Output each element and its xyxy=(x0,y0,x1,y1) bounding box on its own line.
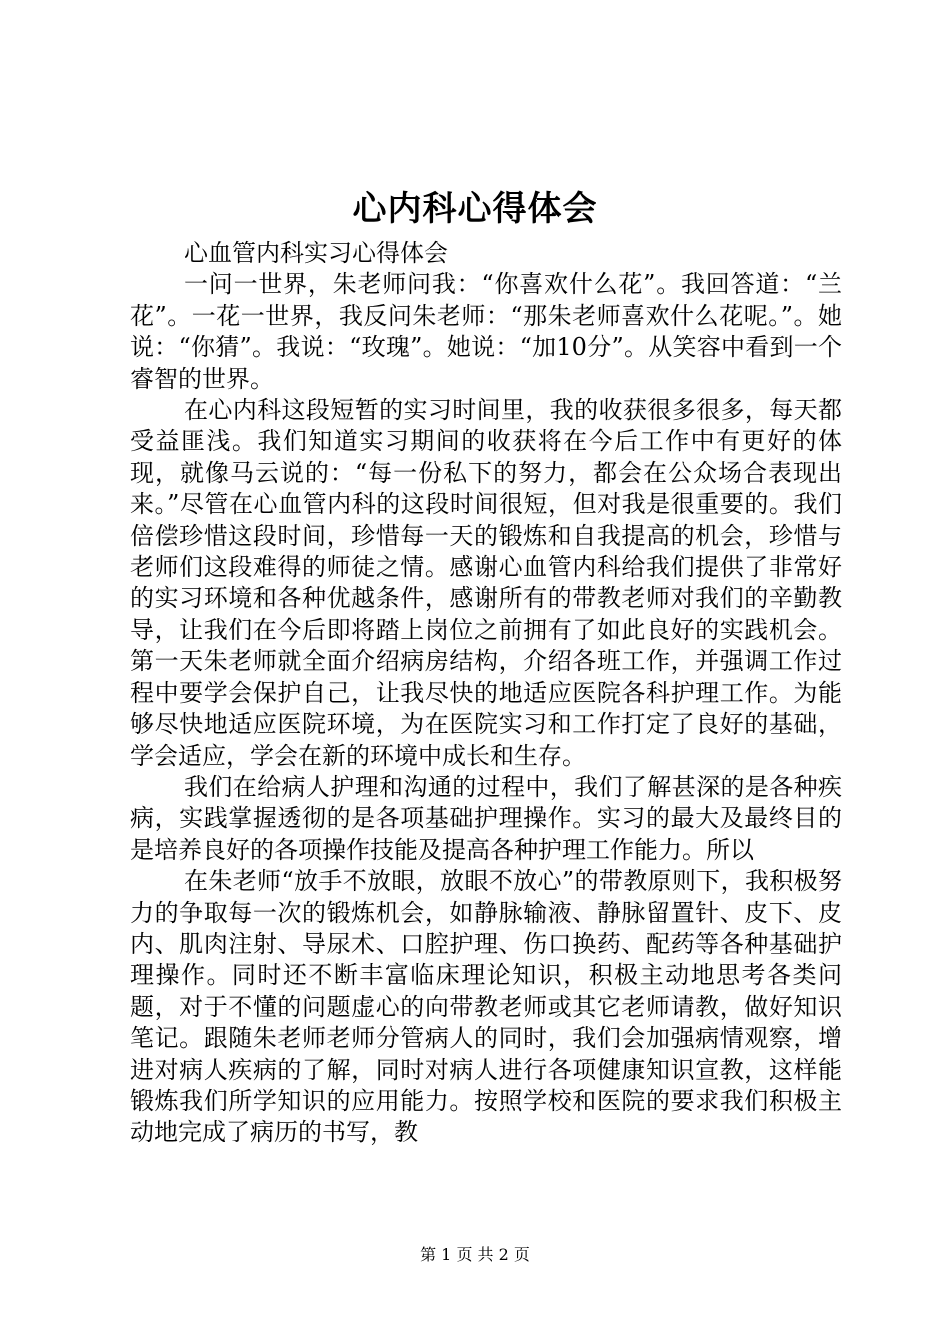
paragraph-3: 我们在给病人护理和沟通的过程中，我们了解甚深的是各种疾病，实践掌握透彻的是各项基础护理操作。实习的最大及最终目的是培养良好的各项操作技能及提高各种护理工作能力。所以 xyxy=(130,772,842,864)
paragraph-subtitle: 心血管内科实习心得体会 xyxy=(184,239,448,267)
document-title: 心内科心得体会 xyxy=(352,189,598,229)
document-body xyxy=(130,238,842,1149)
paragraph-1: 一问一世界，朱老师问我：“你喜欢什么花”。我回答道：“兰花”。一花一世界，我反问朱老师：“那朱老师喜欢什么花呢。”。她说：“你猜”。我说：“玫瑰”。她说：“加10分”。从笑容中看到一个睿智的世界。 xyxy=(130,270,842,393)
page-footer: 第 1 页 共 2 页 xyxy=(420,1245,530,1264)
paragraph-2: 在心内科这段短暂的实习时间里，我的收获很多很多，每天都受益匪浅。我们知道实习期间的收获将在今后工作中有更好的体现，就像马云说的：“每一份私下的努力，都会在公众场合表现出来。”尽管在心血管内科的这段时间很短，但对我是很重要的。我们倍偿珍惜这段时间，珍惜每一天的锻炼和自我提高的机会，珍惜与老师们这段难得的师徒之情。感谢心血管内科给我们提供了非常好的实习环境和各种优越条件，感谢所有的带教老师对我们的辛勤教导，让我们在今后即将踏上岗位之前拥有了如此良好的实践机会。第一天朱老师就全面介绍病房结构，介绍各班工作，并强调工作过程中要学会保护自己，让我尽快的地适应医院各科护理工作。为能够尽快地适应医院环境，为在医院实习和工作打定了良好的基础，学会适应，学会在新的环境中成长和生存。 xyxy=(130,396,842,770)
paragraph-4: 在朱老师“放手不放眼，放眼不放心”的带教原则下，我积极努力的争取每一次的锻炼机会，如静脉输液、静脉留置针、皮下、皮内、肌肉注射、导尿术、口腔护理、伤口换药、配药等各种基础护理操作。同时还不断丰富临床理论知识，积极主动地思考各类问题，对于不懂的问题虚心的向带教老师或其它老师请教，做好知识笔记。跟随朱老师老师分管病人的同时，我们会加强病情观察，增进对病人疾病的了解，同时对病人进行各项健康知识宣教，这样能锻炼我们所学知识的应用能力。按照学校和医院的要求我们积极主动地完成了病历的书写，教 xyxy=(130,867,842,1147)
